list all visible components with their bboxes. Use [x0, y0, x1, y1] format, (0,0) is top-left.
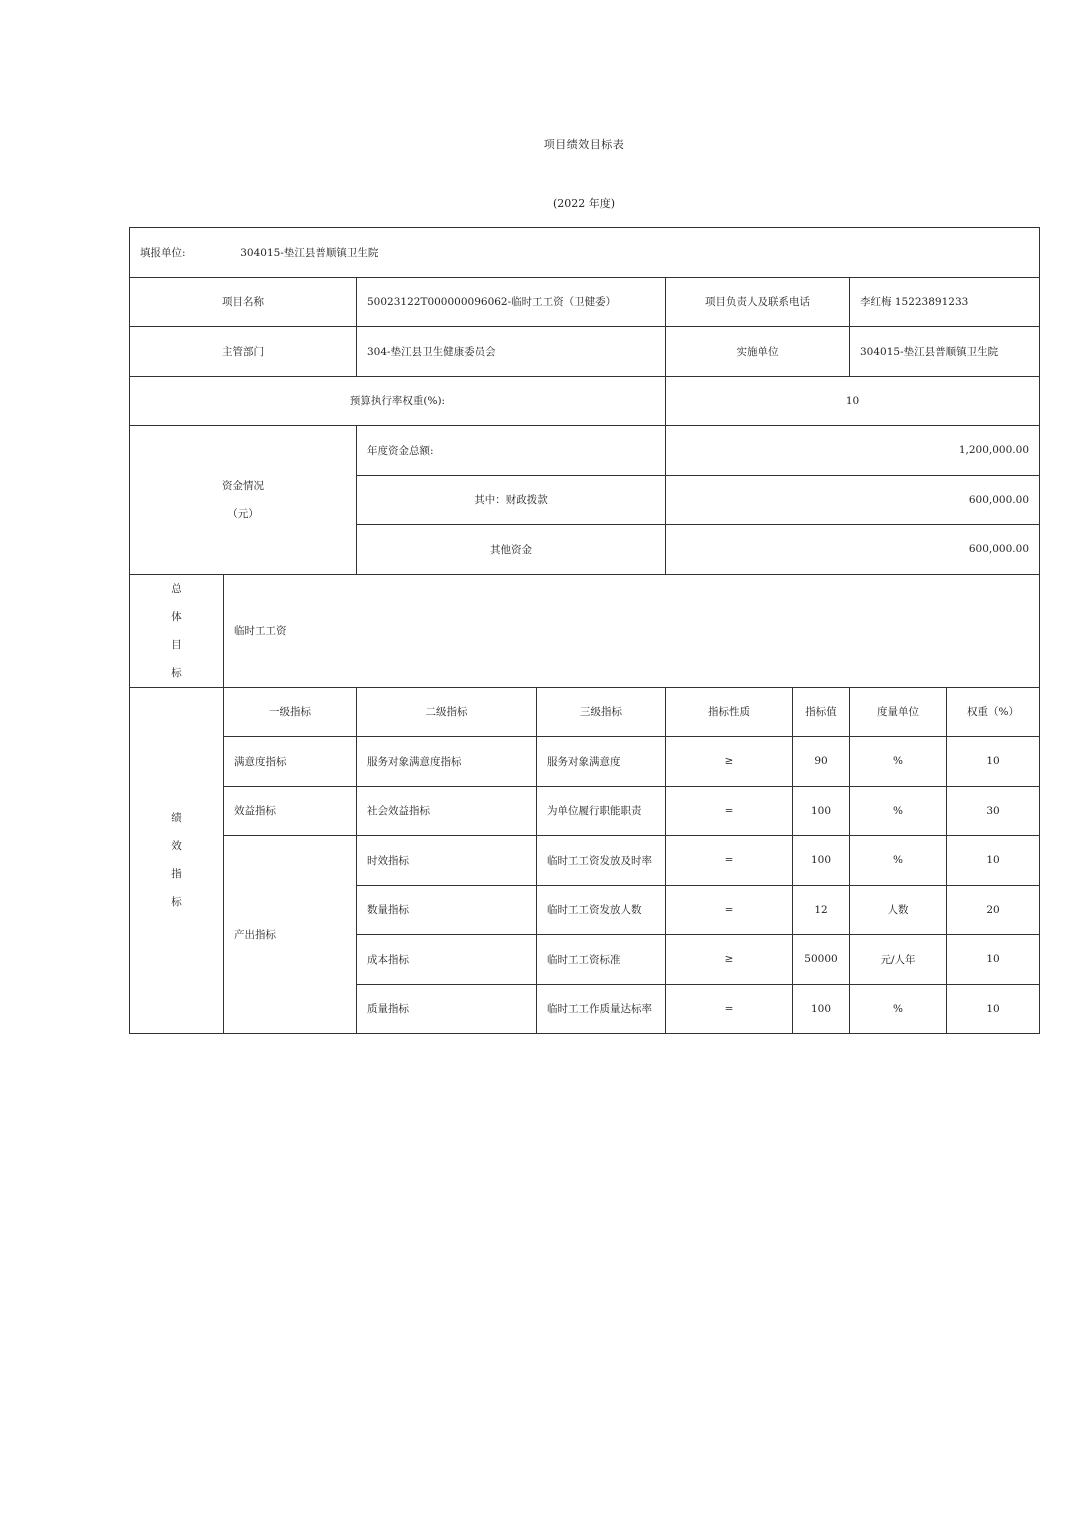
overall-goal-row [130, 574, 1040, 687]
level2-cell: 服务对象满意度指标 [357, 737, 537, 787]
table-row [130, 836, 1040, 886]
nature-cell: = [666, 885, 793, 935]
funds-other-value: 600,000.00 [666, 525, 1040, 575]
value-cell: 100 [793, 786, 850, 836]
level3-cell: 为单位履行职能职责 [537, 786, 666, 836]
fill-unit-cell [130, 228, 1040, 278]
fill-unit-value: 304015-垫江县普顺镇卫生院 [240, 246, 379, 259]
funds-total-label: 年度资金总额: [357, 426, 666, 476]
level2-cell: 社会效益指标 [357, 786, 537, 836]
level2-cell: 成本指标 [357, 935, 537, 985]
level2-cell: 时效指标 [357, 836, 537, 886]
unit-cell: % [850, 836, 947, 886]
value-cell: 50000 [793, 935, 850, 985]
project-name-label: 项目名称 [130, 277, 357, 327]
table-row [130, 737, 1040, 787]
header-value: 指标值 [793, 687, 850, 737]
value-cell: 100 [793, 836, 850, 886]
funds-other-label: 其他资金 [357, 525, 666, 575]
weight-cell: 10 [947, 984, 1040, 1034]
header-level3: 三级指标 [537, 687, 666, 737]
implementing-unit-value: 304015-垫江县普顺镇卫生院 [850, 327, 1040, 377]
unit-cell: % [850, 786, 947, 836]
funds-total-value: 1,200,000.00 [666, 426, 1040, 476]
indicators-label: 绩 效 指 标 [130, 687, 224, 1034]
level3-cell: 临时工工作质量达标率 [537, 984, 666, 1034]
header-nature: 指标性质 [666, 687, 793, 737]
budget-weight-value: 10 [666, 376, 1040, 426]
fill-unit-label: 填报单位: [140, 246, 186, 259]
fiscal-year: (2022 年度) [552, 197, 616, 210]
nature-cell: = [666, 786, 793, 836]
overall-goal-value: 临时工工资 [224, 574, 1040, 687]
unit-cell: 元/人年 [850, 935, 947, 985]
weight-cell: 10 [947, 836, 1040, 886]
weight-cell: 30 [947, 786, 1040, 836]
nature-cell: ≥ [666, 935, 793, 985]
fill-unit-row [130, 228, 1040, 278]
unit-cell: 人数 [850, 885, 947, 935]
contact-label: 项目负责人及联系电话 [666, 277, 850, 327]
department-label: 主管部门 [130, 327, 357, 377]
header-level2: 二级指标 [357, 687, 537, 737]
nature-cell: ≥ [666, 737, 793, 787]
value-cell: 100 [793, 984, 850, 1034]
weight-cell: 10 [947, 935, 1040, 985]
level3-cell: 服务对象满意度 [537, 737, 666, 787]
value-cell: 90 [793, 737, 850, 787]
performance-goal-table [129, 227, 1040, 1034]
overall-goal-label: 总 体 目 标 [130, 574, 224, 687]
budget-weight-label: 预算执行率权重(%): [130, 376, 666, 426]
header-level1: 一级指标 [224, 687, 357, 737]
contact-value: 李红梅 15223891233 [850, 277, 1040, 327]
level1-cell: 效益指标 [224, 786, 357, 836]
funds-label-cell [130, 426, 357, 575]
department-row [130, 327, 1040, 377]
level1-cell: 产出指标 [224, 836, 357, 1034]
implementing-unit-label: 实施单位 [666, 327, 850, 377]
level3-cell: 临时工工资标准 [537, 935, 666, 985]
nature-cell: = [666, 984, 793, 1034]
project-name-row [130, 277, 1040, 327]
level3-cell: 临时工工资发放人数 [537, 885, 666, 935]
project-name-value: 50023122T000000096062-临时工工资（卫健委） [357, 277, 666, 327]
header-weight: 权重（%） [947, 687, 1040, 737]
weight-cell: 10 [947, 737, 1040, 787]
table-row [130, 786, 1040, 836]
level2-cell: 数量指标 [357, 885, 537, 935]
funds-total-row [130, 426, 1040, 476]
header-unit: 度量单位 [850, 687, 947, 737]
funds-label: 资金情况 [222, 479, 264, 492]
department-value: 304-垫江县卫生健康委员会 [357, 327, 666, 377]
level1-cell: 满意度指标 [224, 737, 357, 787]
unit-cell: % [850, 737, 947, 787]
funds-fiscal-value: 600,000.00 [666, 475, 1040, 525]
page-title: 项目绩效目标表 [543, 138, 625, 151]
level3-cell: 临时工工资发放及时率 [537, 836, 666, 886]
budget-weight-row [130, 376, 1040, 426]
nature-cell: = [666, 836, 793, 886]
value-cell: 12 [793, 885, 850, 935]
funds-unit: （元） [227, 507, 259, 520]
level2-cell: 质量指标 [357, 984, 537, 1034]
weight-cell: 20 [947, 885, 1040, 935]
funds-fiscal-label: 其中：财政拨款 [357, 475, 666, 525]
unit-cell: % [850, 984, 947, 1034]
indicator-header-row [130, 687, 1040, 737]
